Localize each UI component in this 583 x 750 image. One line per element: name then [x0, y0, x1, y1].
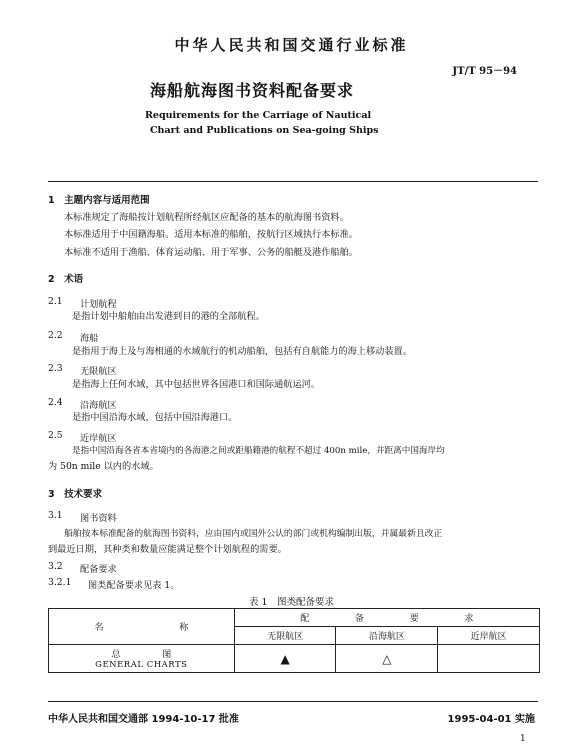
- clause-3-1-number: 3.1: [48, 510, 63, 521]
- approval-info: 中华人民共和国交通部 1994-10-17 批准: [48, 714, 239, 725]
- table-header-row: [49, 609, 540, 627]
- term-2-3-number: 2.3: [48, 363, 63, 374]
- chart-requirements-table: [48, 608, 540, 673]
- section-1-para-3: 本标准不适用于渔船、体育运动船、用于军事、公务的船艇及港作船舶。: [64, 247, 358, 258]
- title-en-line1: Requirements for the Carriage of Nautical: [145, 110, 372, 121]
- header-name-cell: [49, 609, 235, 645]
- table-row: [49, 645, 540, 673]
- row-name-char-2: 图: [162, 650, 172, 660]
- row-name-en: GENERAL CHARTS: [95, 660, 188, 670]
- clause-3-2-number: 3.2: [48, 561, 63, 572]
- group-char-2: 备: [354, 614, 364, 624]
- term-2-2-title: 海船: [80, 333, 99, 344]
- clause-3-1-text-line2: 到最近日期，其种类和数量应能满足整个计划航程的需要。: [48, 544, 287, 555]
- section-1-para-1: 本标准规定了海船按计划航程所经航区应配备的基本的航海图书资料。: [64, 212, 349, 223]
- header-name-char-2: 称: [179, 623, 189, 633]
- header-divider: [48, 181, 538, 182]
- subheader-nearshore: 近岸航区: [438, 627, 540, 645]
- filled-triangle-icon: ▲: [234, 645, 336, 673]
- row-name-cn: [49, 647, 234, 660]
- clause-3-2-1-text: 图类配备要求见表 1。: [88, 580, 180, 591]
- clause-3-1-title: 图书资料: [80, 513, 117, 524]
- subheader-coastal: 沿海航区: [336, 627, 438, 645]
- term-2-4-title: 沿海航区: [80, 400, 117, 411]
- term-2-3-title: 无限航区: [80, 366, 117, 377]
- page-number: 1: [520, 734, 526, 744]
- nearshore-cell: [438, 645, 540, 673]
- term-2-5-definition-line2: 为 50n mile 以内的水域。: [48, 461, 159, 472]
- term-2-5-definition-line1: 是指中国沿海各省本省境内的各海港之间或距船籍港的航程不超过 400n mile，并距离中国海岸均: [72, 446, 445, 456]
- table-caption: 表 1 图类配备要求: [248, 597, 335, 608]
- term-2-4-number: 2.4: [48, 397, 63, 408]
- group-char-1: 配: [300, 614, 310, 624]
- subheader-unlimited: 无限航区: [234, 627, 336, 645]
- term-2-1-definition: 是指计划中船舶由出发港到目的港的全部航程。: [72, 311, 265, 322]
- term-2-1-number: 2.1: [48, 296, 63, 307]
- standard-category-title: 中华人民共和国交通行业标准: [174, 36, 409, 54]
- term-2-4-definition: 是指中国沿海水域，包括中国沿海港口。: [72, 412, 238, 423]
- section-1-heading: 1 主题内容与适用范围: [48, 195, 150, 206]
- footer-divider: [48, 701, 538, 702]
- row-name-char-1: 总: [111, 650, 121, 660]
- term-2-5-title: 近岸航区: [80, 433, 117, 444]
- term-2-2-definition: 是指用于海上及与海相通的水域航行的机动船舶，包括有自航能力的海上移动装置。: [72, 346, 412, 357]
- title-en-line2: Chart and Publications on Sea-going Ships: [150, 125, 379, 136]
- section-2-heading: 2 术语: [48, 274, 84, 285]
- term-2-1-title: 计划航程: [80, 299, 117, 310]
- term-2-5-number: 2.5: [48, 430, 63, 441]
- clause-3-2-1-number: 3.2.1: [48, 577, 72, 588]
- open-triangle-icon: △: [336, 645, 438, 673]
- document-title-en: [145, 108, 378, 138]
- effective-date: 1995-04-01 实施: [447, 714, 535, 725]
- group-char-3: 要: [409, 614, 419, 624]
- header-requirements-group: [234, 609, 539, 627]
- clause-3-1-text-line1: 船舶按本标准配备的航海图书资料，应由国内或国外公认的部门或机构编制出版，并属最新且改正: [64, 529, 443, 539]
- document-title-cn: 海船航海图书资料配备要求: [150, 81, 355, 100]
- header-name-char-1: 名: [94, 623, 104, 633]
- row-name-cell: [49, 645, 235, 673]
- group-char-4: 求: [464, 614, 474, 624]
- term-2-2-number: 2.2: [48, 330, 63, 341]
- clause-3-2-title: 配备要求: [80, 564, 117, 575]
- term-2-3-definition: 是指海上任何水域，其中包括世界各国港口和国际通航运河。: [72, 379, 321, 390]
- section-1-para-2: 本标准适用于中国籍海船。适用本标准的船舶，按航行区域执行本标准。: [64, 229, 358, 240]
- section-3-heading: 3 技术要求: [48, 489, 103, 500]
- standard-number: JT/T 95－94: [452, 66, 517, 77]
